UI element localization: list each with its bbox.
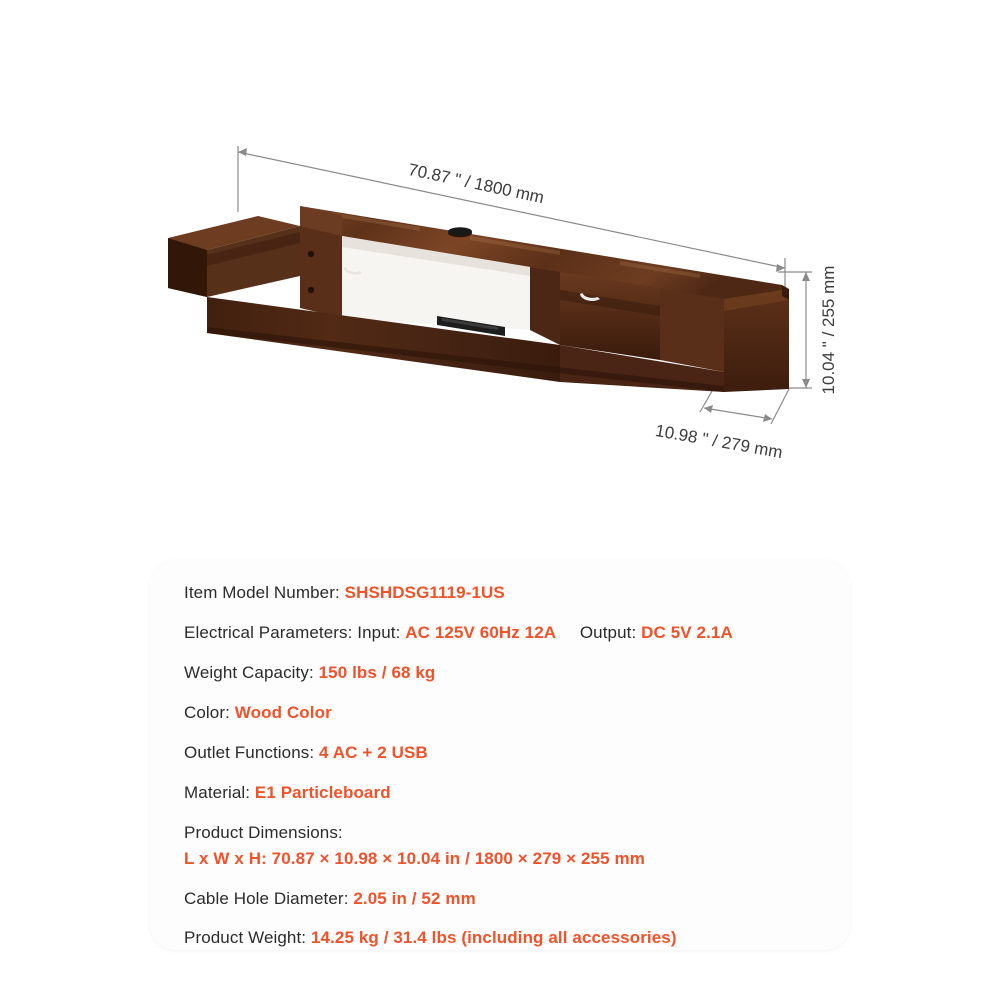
spec-label-weight-capacity: Weight Capacity: [184,662,314,682]
tv-stand-illustration [168,206,789,392]
spec-label-cable-hole: Cable Hole Diameter: [184,888,349,908]
depth-dimension-label: 10.98 " / 279 mm [653,421,785,463]
spec-value-weight-capacity: 150 lbs / 68 kg [318,662,436,682]
spec-label-product-dimensions: Product Dimensions: [184,822,343,842]
spec-value-outlet-functions: 4 AC + 2 USB [319,742,428,762]
spec-value-product-dimensions: L x W x H: 70.87 × 10.98 × 10.04 in / 1800 × 279 × 255 mm [184,848,645,868]
spec-row-model [150,582,850,605]
spec-row-color [150,702,850,725]
spec-value-cable-hole: 2.05 in / 52 mm [353,888,476,908]
spec-value-electrical-input: AC 125V 60Hz 12A [405,622,557,642]
spec-row-material [150,782,850,805]
spec-label-electrical-output: Output: [579,622,637,642]
spec-label-outlet-functions: Outlet Functions: [184,742,315,762]
specification-card [150,560,850,950]
spec-row-product-dimensions [150,822,850,871]
height-dimension-label: 10.04 " / 255 mm [819,265,838,395]
spec-value-product-weight: 14.25 kg / 31.4 lbs (including all accessories) [310,928,677,948]
spec-row-outlet-functions [150,742,850,765]
spec-label-material: Material: [184,782,251,802]
spec-row-weight-capacity [150,662,850,685]
spec-value-material: E1 Particleboard [254,782,391,802]
spec-label-electrical-input: Electrical Parameters: Input: [184,622,401,642]
spec-label-product-weight: Product Weight: [184,928,307,948]
spec-label-color: Color: [184,702,230,722]
spec-row-electrical [150,622,850,645]
spec-row-cable-hole [150,888,850,911]
spec-value-model: SHSHDSG1119-1US [344,583,505,602]
spec-row-product-weight [150,927,850,950]
spec-value-color: Wood Color [234,702,332,722]
spec-list [150,582,850,950]
spec-value-electrical-output: DC 5V 2.1A [641,622,733,642]
width-dimension-label: 70.87 " / 1800 mm [406,159,546,208]
spec-label-model: Item Model Number: [184,583,340,602]
